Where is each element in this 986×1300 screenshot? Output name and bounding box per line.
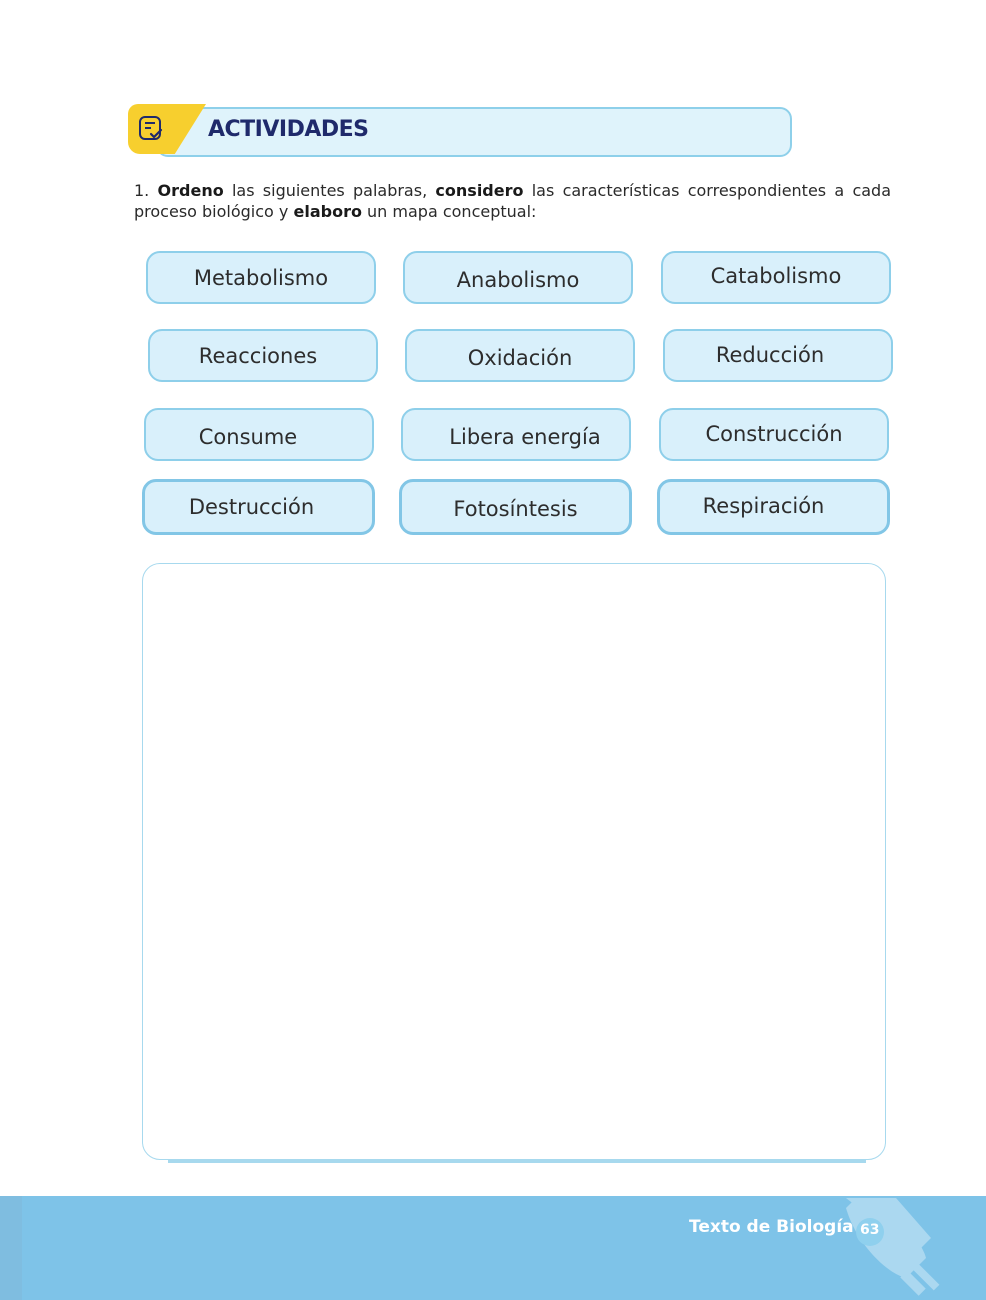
word-box-fotosintesis xyxy=(399,479,632,535)
word-label: Fotosíntesis xyxy=(453,497,578,521)
word-label: Reducción xyxy=(715,342,825,367)
word-box-respiracion xyxy=(657,479,890,535)
instruction-verb-1: Ordeno xyxy=(157,181,224,200)
page-number: 63 xyxy=(860,1222,880,1238)
word-box-destruccion xyxy=(142,479,375,535)
answer-box-shadow xyxy=(168,1160,866,1163)
word-box-reacciones xyxy=(148,329,378,382)
word-box-consume xyxy=(144,408,374,461)
instruction-text-3: un mapa conceptual: xyxy=(361,202,537,221)
rocket-icon xyxy=(836,1198,946,1298)
instruction-text xyxy=(134,180,891,222)
word-box-anabolismo xyxy=(403,251,633,304)
word-box-construccion xyxy=(659,408,889,461)
word-box-libera-energia xyxy=(401,408,631,461)
checklist-icon xyxy=(136,113,166,143)
banner-title: ACTIVIDADES xyxy=(208,117,369,142)
word-label: Destrucción xyxy=(188,495,315,519)
word-label: Oxidación xyxy=(467,345,573,370)
footer-edge xyxy=(0,1196,22,1300)
instruction-text-2: las características correspondientes a cada proceso biológico y xyxy=(134,181,891,221)
instruction-verb-2: considero xyxy=(435,181,524,200)
word-label: Catabolismo xyxy=(710,264,842,288)
word-label: Consume xyxy=(198,424,298,449)
word-label: Libera energía xyxy=(449,424,601,449)
instruction-text-1: las siguientes palabras, xyxy=(223,181,436,200)
word-label: Reacciones xyxy=(198,343,318,368)
word-label: Construcción xyxy=(705,421,843,446)
footer-book-title: Texto de Biología xyxy=(689,1217,854,1237)
instruction-number: 1. xyxy=(134,181,150,200)
activities-banner xyxy=(128,107,790,155)
word-label: Anabolismo xyxy=(456,267,580,292)
word-box-reduccion xyxy=(663,329,893,382)
word-box-oxidacion xyxy=(405,329,635,382)
concept-map-area[interactable] xyxy=(142,563,886,1160)
word-box-metabolismo xyxy=(146,251,376,304)
word-label: Respiración xyxy=(702,494,825,518)
word-label: Metabolismo xyxy=(193,265,329,290)
word-box-catabolismo xyxy=(661,251,891,304)
instruction-verb-3: elaboro xyxy=(293,202,362,221)
